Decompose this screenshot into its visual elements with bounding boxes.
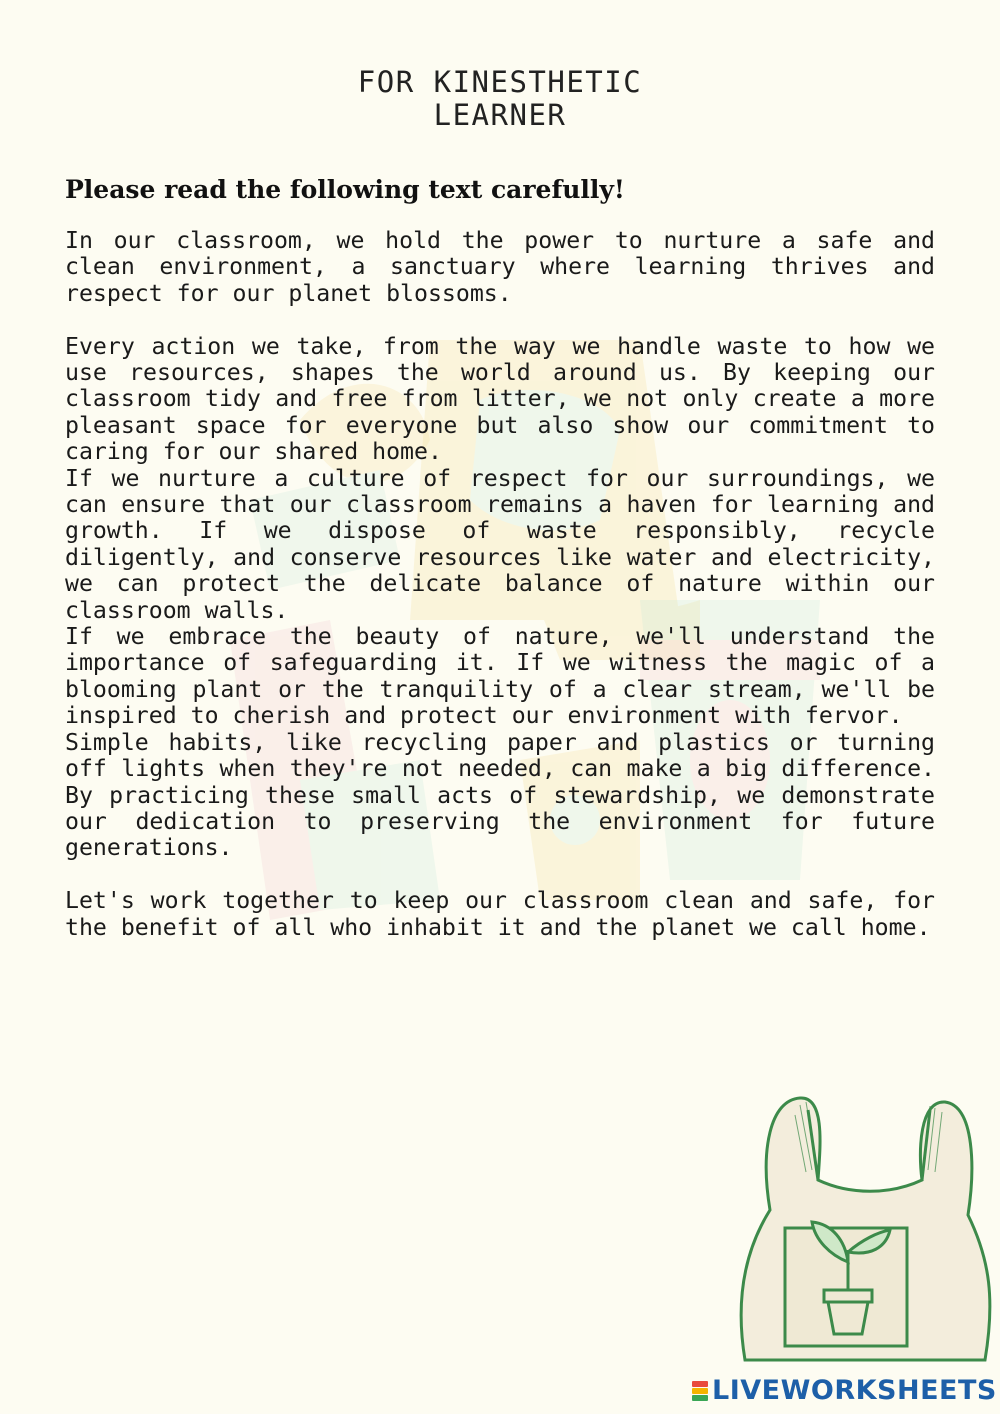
paragraph-1: In our classroom, we hold the power to nurture a safe and clean environment, a sanctuary where learning thrives and respect for our planet blossoms. <box>65 227 935 307</box>
instruction-heading: Please read the following text carefully! <box>65 175 625 204</box>
paragraph-3: If we nurture a culture of respect for our surroundings, we can ensure that our classroom remains a haven for learning and growth. If we dispose of waste responsibly, recycle diligently, and conserve resources like water and electricity, we can protect the delicate balance of nature within our classroom walls. <box>65 464 935 624</box>
paragraph-2: Every action we take, from the way we handle waste to how we use resources, shapes the world around us. By keeping our classroom tidy and free from litter, we not only create a more pleasant space for everyone but also show our commitment to caring for our shared home. <box>65 332 935 466</box>
shopping-bag-icon <box>741 1098 990 1360</box>
reading-passage <box>65 228 935 941</box>
paragraph-5: Simple habits, like recycling paper and plastics or turning off lights when they're not needed, can make a big difference. By practicing these small acts of stewardship, we demonstrate our dedication to preserving the environment for future generations. <box>65 728 935 862</box>
page-title <box>0 66 1000 132</box>
title-line-1: FOR KINESTHETIC <box>357 65 643 99</box>
liveworksheets-icon <box>692 1381 708 1401</box>
brand-name: LIVEWORKSHEETS <box>712 1375 997 1406</box>
paragraph-4: If we embrace the beauty of nature, we'll understand the importance of safeguarding it. If we witness the magic of a blooming plant or the tranquility of a clear stream, we'll be inspired to cherish and protect our environment with fervor. <box>65 623 935 730</box>
paragraph-6: Let's work together to keep our classroom clean and safe, for the benefit of all who inhabit it and the planet we call home. <box>65 887 935 941</box>
title-line-2: LEARNER <box>433 98 567 132</box>
liveworksheets-logo[interactable] <box>692 1376 997 1406</box>
